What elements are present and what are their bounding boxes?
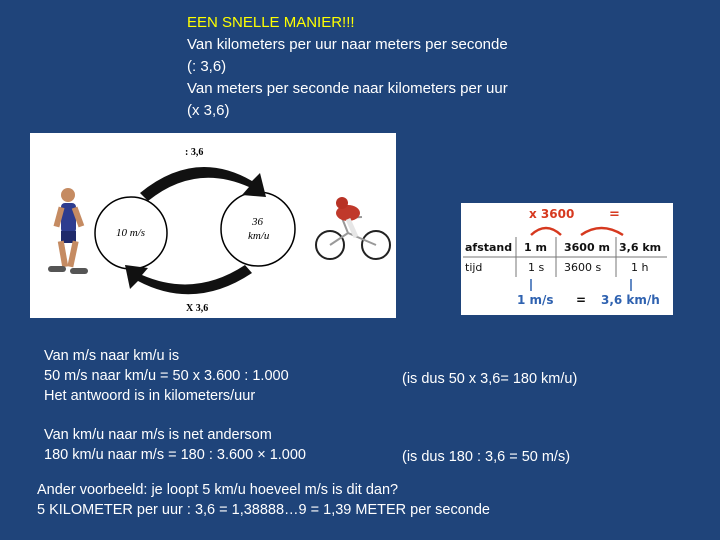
kmh-circle-number: 36 [252, 216, 263, 228]
rule-multiply: (x 3,6) [187, 102, 230, 119]
example1-line1: Van m/s naar km/u is [44, 348, 180, 364]
conversion-cycle-svg [30, 133, 396, 318]
example2-note: (is dus 180 : 3,6 = 50 m/s) [402, 449, 571, 465]
conversion-cycle-image [30, 133, 396, 318]
ms-circle-label: 10 m/s [116, 227, 146, 239]
rule-ms-to-kmh: Van meters per seconde naar kilometers per uur [187, 80, 508, 97]
kmh-circle-unit: km/u [248, 230, 270, 242]
example1-note: (is dus 50 x 3,6= 180 km/u) [402, 371, 578, 387]
row2-label: tijd [465, 261, 483, 274]
row1-cell1: 1 m [524, 241, 547, 254]
bottom-right-value: 3,6 km/h [601, 293, 660, 307]
curve-arrow-right [581, 228, 623, 235]
row1-label: afstand [465, 241, 513, 254]
example2-line1: Van km/u naar m/s is net andersom [44, 427, 272, 443]
example3-line1: Ander voorbeeld: je loopt 5 km/u hoeveel m/s is dit dan? [37, 482, 399, 498]
row2-cell2: 3600 s [564, 261, 602, 274]
bottom-left-value: 1 m/s [517, 293, 554, 307]
example2 [44, 425, 306, 465]
example3 [37, 480, 490, 520]
row2-cell1: 1 s [528, 261, 545, 274]
example2-line2: 180 km/u naar m/s = 180 : 3.600 × 1.000 [44, 447, 306, 463]
curve-arrow-left [531, 228, 561, 235]
rule-divide: (: 3,6) [187, 58, 227, 75]
row2-cell3: 1 h [631, 261, 649, 274]
bottom-equals: = [576, 293, 587, 307]
bottom-arrow [125, 265, 252, 294]
heading: EEN SNELLE MANIER!!! [187, 14, 355, 31]
bottom-label: X 3,6 [186, 303, 209, 314]
intro-text [187, 12, 508, 122]
conversion-table-image [461, 203, 673, 315]
example1-line3: Het antwoord is in kilometers/uur [44, 388, 256, 404]
top-label: : 3,6 [185, 147, 204, 158]
row1-cell2: 3600 m [564, 241, 610, 254]
multiplier-label: x 3600 [529, 207, 575, 221]
rule-kmh-to-ms: Van kilometers per uur naar meters per seconde [187, 36, 508, 53]
kmh-circle [221, 192, 295, 266]
equals-top: = [609, 207, 620, 222]
row1-cell3: 3,6 km [619, 241, 662, 254]
example3-line2: 5 KILOMETER per uur : 3,6 = 1,38888…9 = 1,39 METER per seconde [37, 502, 490, 518]
conversion-table-svg [461, 203, 673, 315]
cyclist-icon [316, 197, 390, 259]
example1-line2: 50 m/s naar km/u = 50 x 3.600 : 1.000 [44, 368, 289, 384]
runner-icon [48, 188, 88, 274]
example1 [44, 346, 289, 406]
